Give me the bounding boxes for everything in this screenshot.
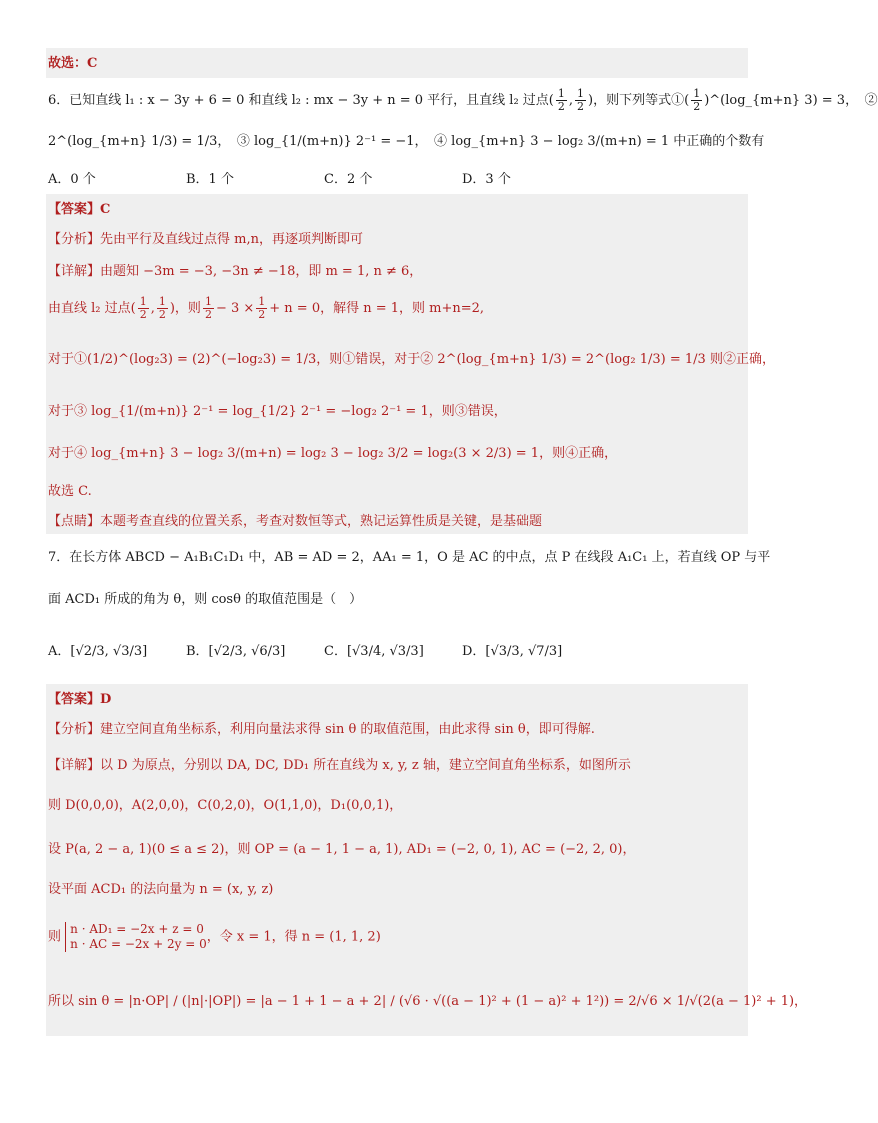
q6-detail-3: 对于①(1/2)^(log₂3) = (2)^(−log₂3) = 1/3，则①错误，对于② 2^(log_{m+n} 1/3) = 2^(log₂ 1/3) = 1/3 则②正确，	[48, 352, 775, 367]
q6-guxuan: 故选 C.	[48, 484, 92, 499]
q7-detail-2: 则 D(0,0,0)，A(2,0,0)，C(0,2,0)，O(1,1,0)，D₁(0,0,1)，	[48, 798, 403, 813]
q7-option-b[interactable]: B．[√2/3, √6/3]	[186, 644, 286, 659]
q6-answer: 【答案】C	[48, 202, 111, 217]
band-guxuan-top	[46, 48, 748, 78]
q6-detail-4: 对于③ log_{1/(m+n)} 2⁻¹ = log_{1/2} 2⁻¹ = −log₂ 2⁻¹ = 1，则③错误，	[48, 404, 507, 419]
q6-stem-line1: 6．已知直线 l₁ : x − 3y + 6 = 0 和直线 l₂ : mx − 3y + n = 0 平行，且直线 l₂ 过点( $\frac{1}{2}$ , $\frac{1}{2}$ )，则下列等式①( $\frac{1}{2}$ )^(log_{m+n} 3) = 3， ②	[48, 87, 878, 113]
q7-analysis: 【分析】建立空间直角坐标系，利用向量法求得 sin θ 的取值范围，由此求得 sin θ，即可得解.	[48, 722, 595, 737]
q7-option-c[interactable]: C．[√3/4, √3/3]	[324, 644, 424, 659]
q7-detail-4: 设平面 ACD₁ 的法向量为 n = (x, y, z)	[48, 882, 274, 897]
q7-detail-3: 设 P(a, 2 − a, 1)(0 ≤ a ≤ 2)，则 OP = (a − 1, 1 − a, 1), AD₁ = (−2, 0, 1), AC = (−2, 2, 0)，	[48, 842, 636, 857]
q7-detail-1: 【详解】以 D 为原点，分别以 DA, DC, DD₁ 所在直线为 x, y, z 轴，建立空间直角坐标系，如图所示	[48, 758, 631, 773]
q7-option-a[interactable]: A．[√2/3, √3/3]	[48, 644, 148, 659]
q6-option-a[interactable]: A．0 个	[48, 172, 96, 187]
q6-stem-line2: 2^(log_{m+n} 1/3) = 1/3， ③ log_{1/(m+n)} 2⁻¹ = −1， ④ log_{m+n} 3 − log₂ 3/(m+n) = 1 中正确的个数有	[48, 134, 765, 149]
q7-stem-line1: 7．在长方体 ABCD − A₁B₁C₁D₁ 中，AB = AD = 2，AA₁ = 1，O 是 AC 的中点，点 P 在线段 A₁C₁ 上，若直线 OP 与平	[48, 550, 771, 565]
q6-detail-2: 由直线 l₂ 过点( $\frac{1}{2}$ , $\frac{1}{2}$ )，则 $\frac{1}{2}$ − 3 × $\frac{1}{2}$ + n = 0，解得 n = 1，则 m+n=2,	[48, 295, 485, 321]
q6-detail-1: 【详解】由题知 −3m = −3, −3n ≠ −18，即 m = 1, n ≠ 6，	[48, 264, 423, 279]
q7-detail-6: 所以 sin θ = |n·OP| / (|n|·|OP|) = |a − 1 + 1 − a + 2| / (√6 · √((a − 1)² + (1 − a)² + 1²)) = 2/√6 × 1/√(2(a − 1)² + 1)，	[48, 994, 808, 1009]
q6-option-d[interactable]: D．3 个	[462, 172, 511, 187]
q6-detail-5: 对于④ log_{m+n} 3 − log₂ 3/(m+n) = log₂ 3 − log₂ 3/2 = log₂(3 × 2/3) = 1，则④正确，	[48, 446, 618, 461]
q7-option-d[interactable]: D．[√3/3, √7/3]	[462, 644, 563, 659]
q7-stem-line2: 面 ACD₁ 所成的角为 θ，则 cosθ 的取值范围是（ ）	[48, 592, 363, 607]
q6-option-c[interactable]: C．2 个	[324, 172, 373, 187]
q6-analysis: 【分析】先由平行及直线过点得 m,n，再逐项判断即可	[48, 232, 363, 247]
guxuan-top: 故选：C	[48, 56, 98, 71]
q6-dianjing: 【点睛】本题考查直线的位置关系，考查对数恒等式，熟记运算性质是关键，是基础题	[48, 514, 543, 529]
q6-option-b[interactable]: B．1 个	[186, 172, 234, 187]
q7-answer: 【答案】D	[48, 692, 112, 707]
q7-detail-5: 则 n · AD₁ = −2x + z = 0 n · AC = −2x + 2y = 0 ，令 x = 1，得 n = (1, 1, 2)	[48, 922, 381, 951]
